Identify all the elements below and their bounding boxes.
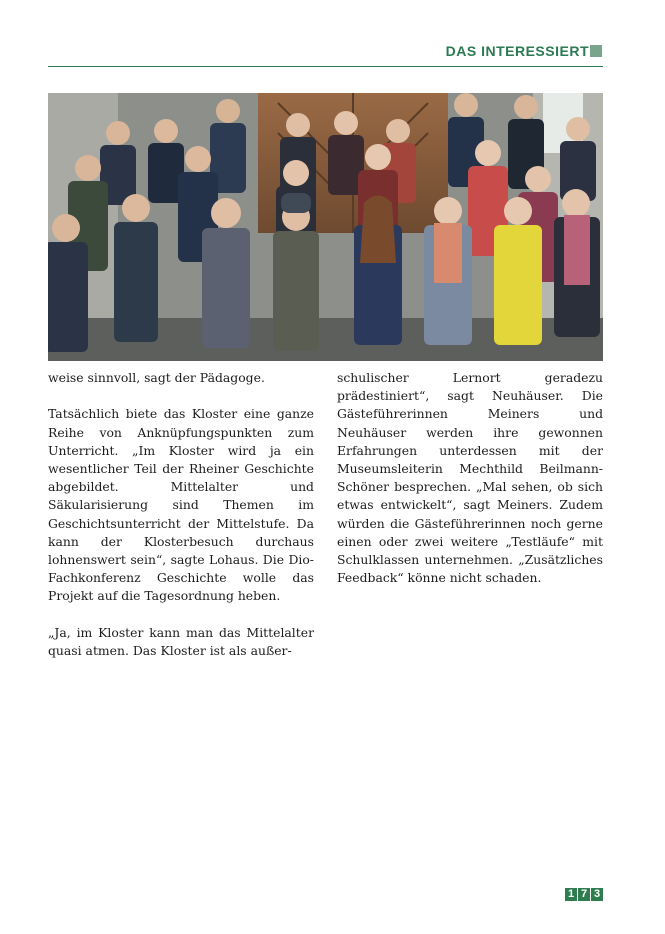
group-photo-icon — [48, 93, 603, 361]
page-number-digit: 3 — [591, 888, 603, 901]
article-paragraph: weise sinnvoll, sagt der Pädagoge. — [48, 370, 265, 385]
article-column-right — [337, 369, 603, 606]
article-paragraph: „Ja, im Kloster kann man das Mittelalter quasi atmen. Das Kloster ist als außer- — [48, 624, 314, 659]
article-paragraph: Tatsächlich biete das Kloster eine ganze Reihe von Anknüpfungspunkten zum Unterricht. „Im Kloster wird ja ein wesentlicher Teil der Rheiner Geschichte abgebildet. Mittelalter und Säkularisierung sind Themen im Geschichtsunterricht der Mittelstufe. Da kann der Klosterbesuch durchaus lohnenswert sein“, sagte Lohaus. Die Dio-Fachkonferenz Geschichte wolle das Projekt auf die Tagesordnung heben. — [48, 406, 314, 604]
page-number-digit: 7 — [578, 888, 590, 901]
group-photo — [48, 93, 603, 361]
header-rule — [48, 66, 603, 67]
article-column-left — [48, 369, 314, 678]
page-number — [565, 888, 603, 901]
page-number-digit: 1 — [565, 888, 577, 901]
header-square-icon — [590, 45, 602, 57]
article-paragraph: schulischer Lernort geradezu prädestiniert“, sagt Neuhäuser. Die Gästeführerinnen Meiners und Neuhäuser werden ihre gewonnen Erfahrungen unterdessen mit der Museumsleiterin Mechthild Beilmann-Schöner besprechen. „Mal sehen, ob sich etwas entwickelt“, sagt Meiners. Zudem würden die Gästeführerinnen noch gerne einen oder zwei weitere „Testläufe“ mit Schulklassen unternehmen. „Zusätzliches Feedback“ könne nicht schaden. — [337, 370, 603, 586]
header-section-title: DAS INTERESSIERT — [445, 43, 589, 59]
